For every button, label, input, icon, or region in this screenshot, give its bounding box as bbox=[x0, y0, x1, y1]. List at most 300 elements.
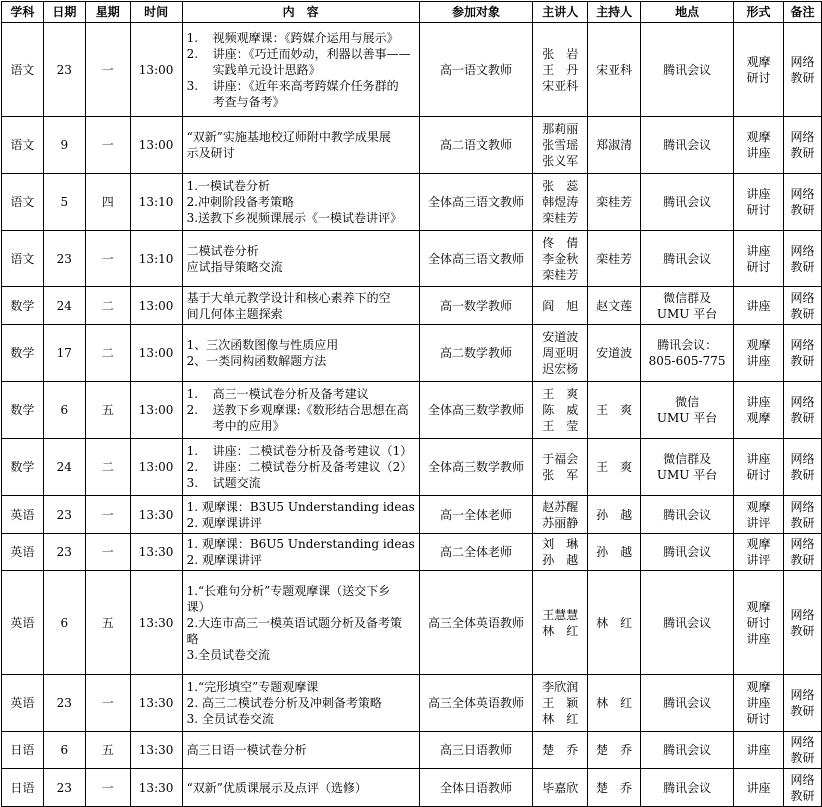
content-item-text: 视频观摩课：《跨媒介运用与展示》 bbox=[212, 30, 399, 45]
date-cell: 17 bbox=[43, 325, 85, 382]
content-item-text: 试题交流 bbox=[212, 476, 261, 490]
subject-cell: 英语 bbox=[2, 496, 44, 534]
speaker-cell-line: 王 爽 bbox=[542, 387, 579, 401]
note-cell-line: 教研 bbox=[790, 788, 815, 803]
content-line bbox=[187, 418, 415, 434]
speaker-cell-line: 王慧慧 bbox=[542, 607, 579, 622]
header-time: 时间 bbox=[130, 2, 182, 23]
form-cell-line: 讲座 bbox=[746, 243, 771, 258]
content-item-number: 1. bbox=[186, 30, 199, 45]
content-line bbox=[187, 178, 415, 194]
content-line bbox=[187, 780, 415, 796]
note-cell bbox=[783, 534, 821, 571]
content-item-text: 1.“长难句分析”专题观摩课（送交下乡 bbox=[186, 583, 391, 598]
subject-cell: 日语 bbox=[2, 769, 44, 807]
content-item-text: 高三一模试卷分析及备考建议 bbox=[212, 387, 369, 401]
note-cell bbox=[783, 325, 821, 382]
speaker-cell bbox=[533, 231, 588, 287]
place-cell bbox=[641, 23, 734, 117]
speaker-cell-line: 王 丹 bbox=[542, 62, 579, 77]
place-cell-line: 腾讯会议 bbox=[663, 251, 712, 266]
audience-cell: 高二全体老师 bbox=[419, 534, 533, 571]
content-item-text: 3. 全员试卷交流 bbox=[186, 712, 274, 726]
note-cell-line: 网络 bbox=[790, 499, 815, 514]
note-cell-line: 网络 bbox=[790, 772, 815, 787]
form-cell-line: 讲座 bbox=[746, 354, 771, 368]
speaker-cell bbox=[533, 23, 588, 117]
note-cell-line: 网络 bbox=[790, 735, 815, 749]
note-cell-line: 教研 bbox=[790, 704, 815, 718]
content-item-text: 高三日语一模试卷分析 bbox=[186, 743, 307, 757]
header-host: 主持人 bbox=[588, 2, 641, 23]
content-item-text: 2. 观摩课讲评 bbox=[186, 553, 262, 567]
audience-cell: 高二语文教师 bbox=[419, 117, 533, 174]
content-item-text: 略 bbox=[186, 631, 199, 646]
date-cell: 23 bbox=[43, 769, 85, 807]
weekday-cell: 一 bbox=[85, 769, 130, 807]
form-cell-line: 观摩 bbox=[746, 680, 771, 694]
content-item-text: 1. 观摩课：B3U5 Understanding ideas bbox=[186, 499, 415, 514]
form-cell-line: 研讨 bbox=[746, 615, 771, 630]
speaker-cell-line: 那莉丽 bbox=[542, 122, 579, 136]
place-cell-line: 腾讯会议 bbox=[663, 545, 712, 559]
subject-cell: 语文 bbox=[2, 231, 44, 287]
content-item-number: 2. bbox=[186, 403, 199, 417]
content-line bbox=[187, 515, 415, 531]
note-cell-line: 网络 bbox=[790, 452, 815, 466]
speaker-cell-line: 赵苏醒 bbox=[542, 499, 579, 514]
audience-cell: 高一数学教师 bbox=[419, 287, 533, 325]
content-item-text: 基于大单元教学设计和核心素养下的空 bbox=[186, 290, 391, 305]
place-cell bbox=[641, 231, 734, 287]
note-cell bbox=[783, 732, 821, 769]
place-cell-line: 腾讯会议 bbox=[663, 195, 712, 209]
note-cell bbox=[783, 117, 821, 174]
form-cell bbox=[734, 174, 784, 231]
form-cell bbox=[734, 439, 784, 496]
speaker-cell-line: 孙 越 bbox=[542, 553, 579, 567]
header-form: 形式 bbox=[734, 2, 784, 23]
content-cell bbox=[182, 23, 419, 117]
speaker-cell-line: 栾桂芳 bbox=[542, 211, 579, 225]
content-line bbox=[187, 536, 415, 552]
subject-cell: 数学 bbox=[2, 439, 44, 496]
content-cell bbox=[182, 231, 419, 287]
note-cell-line: 教研 bbox=[790, 70, 815, 85]
content-line bbox=[187, 475, 415, 491]
place-cell-line: UMU 平台 bbox=[656, 411, 718, 425]
audience-cell: 高三日语教师 bbox=[419, 732, 533, 769]
audience-cell: 高一语文教师 bbox=[419, 23, 533, 117]
note-cell-line: 教研 bbox=[790, 553, 815, 567]
content-line bbox=[187, 742, 415, 758]
date-cell: 23 bbox=[43, 23, 85, 117]
content-line bbox=[187, 695, 415, 711]
content-line bbox=[187, 337, 415, 353]
content-item-text: 讲座：《近年来高考跨媒介任务群的 bbox=[212, 78, 399, 93]
place-cell bbox=[641, 534, 734, 571]
place-cell-line: 腾讯会议 bbox=[663, 507, 712, 522]
content-line bbox=[187, 129, 415, 145]
place-cell-line: 腾讯会议 bbox=[663, 615, 712, 630]
content-item-text: 3.全员试卷交流 bbox=[186, 647, 271, 662]
note-cell-line: 网络 bbox=[790, 537, 815, 551]
time-cell: 13:00 bbox=[130, 439, 182, 496]
weekday-cell: 一 bbox=[85, 231, 130, 287]
time-cell: 13:00 bbox=[130, 117, 182, 174]
content-item-text: 二模试卷分析 bbox=[186, 243, 259, 258]
speaker-cell bbox=[533, 732, 588, 769]
content-cell bbox=[182, 571, 419, 675]
form-cell bbox=[734, 231, 784, 287]
date-cell: 23 bbox=[43, 231, 85, 287]
time-cell: 13:00 bbox=[130, 287, 182, 325]
weekday-cell: 二 bbox=[85, 287, 130, 325]
date-cell: 24 bbox=[43, 287, 85, 325]
speaker-cell-line: 王 莹 bbox=[542, 419, 579, 433]
note-cell-line: 教研 bbox=[790, 146, 815, 160]
form-cell-line: 研讨 bbox=[746, 712, 771, 726]
content-item-number: 1. bbox=[186, 387, 199, 401]
subject-cell: 语文 bbox=[2, 174, 44, 231]
time-cell: 13:00 bbox=[130, 23, 182, 117]
speaker-cell-line: 王 颖 bbox=[542, 696, 579, 710]
content-item-number: 3. bbox=[186, 476, 199, 490]
audience-cell: 高一全体老师 bbox=[419, 496, 533, 534]
note-cell-line: 网络 bbox=[790, 607, 815, 622]
speaker-cell bbox=[533, 174, 588, 231]
host-cell: 郑淑清 bbox=[588, 117, 641, 174]
place-cell bbox=[641, 496, 734, 534]
place-cell-line: 微信群及 bbox=[663, 452, 712, 466]
note-cell bbox=[783, 23, 821, 117]
form-cell bbox=[734, 23, 784, 117]
host-cell: 栾桂芳 bbox=[588, 174, 641, 231]
speaker-cell bbox=[533, 117, 588, 174]
audience-cell: 高三全体英语教师 bbox=[419, 675, 533, 732]
place-cell-line: 微信 bbox=[675, 395, 700, 409]
note-cell-line: 教研 bbox=[790, 515, 815, 530]
content-line bbox=[187, 711, 415, 727]
weekday-cell: 一 bbox=[85, 496, 130, 534]
content-line bbox=[187, 78, 415, 94]
form-cell-line: 讲评 bbox=[746, 553, 771, 567]
content-item-text: 2.冲刺阶段备考策略 bbox=[186, 195, 295, 209]
speaker-cell-line: 苏丽静 bbox=[542, 515, 579, 530]
header-date: 日期 bbox=[43, 2, 85, 23]
host-cell: 安道波 bbox=[588, 325, 641, 382]
note-cell bbox=[783, 675, 821, 732]
form-cell bbox=[734, 769, 784, 807]
content-line bbox=[187, 552, 415, 568]
time-cell: 13:00 bbox=[130, 382, 182, 439]
form-cell-line: 观摩 bbox=[746, 338, 771, 352]
host-cell: 孙 越 bbox=[588, 534, 641, 571]
content-line bbox=[187, 353, 415, 369]
audience-cell: 高二数学教师 bbox=[419, 325, 533, 382]
content-cell bbox=[182, 382, 419, 439]
time-cell: 13:10 bbox=[130, 174, 182, 231]
speaker-cell bbox=[533, 571, 588, 675]
content-item-number: 3. bbox=[186, 78, 199, 93]
place-cell-line: 腾讯会议： bbox=[657, 338, 718, 352]
table-row bbox=[2, 732, 822, 769]
speaker-cell bbox=[533, 382, 588, 439]
host-cell: 林 红 bbox=[588, 675, 641, 732]
header-subject: 学科 bbox=[2, 2, 44, 23]
speaker-cell-line: 栾桂芳 bbox=[542, 267, 579, 282]
content-item-text: 2. 观摩课讲评 bbox=[186, 515, 262, 530]
form-cell bbox=[734, 325, 784, 382]
speaker-cell-line: 张 蕊 bbox=[542, 179, 579, 193]
weekday-cell: 一 bbox=[85, 117, 130, 174]
content-cell bbox=[182, 496, 419, 534]
subject-cell: 英语 bbox=[2, 571, 44, 675]
subject-cell: 日语 bbox=[2, 732, 44, 769]
content-item-text: 讲座：《巧迁而妙动，利器以善事—— bbox=[212, 46, 411, 61]
content-item-text: 送教下乡观摩课:《数形结合思想在高 bbox=[212, 403, 409, 417]
date-cell: 23 bbox=[43, 496, 85, 534]
speaker-cell-line: 李欣润 bbox=[542, 680, 579, 694]
speaker-cell-line: 林 红 bbox=[542, 712, 579, 726]
speaker-cell-line: 迟宏杨 bbox=[542, 362, 579, 376]
content-item-text: 2. 高三二模试卷分析及冲刺备考策略 bbox=[186, 696, 382, 710]
content-line bbox=[187, 599, 415, 615]
content-line bbox=[187, 631, 415, 647]
subject-cell: 英语 bbox=[2, 534, 44, 571]
speaker-cell-line: 周亚明 bbox=[542, 346, 579, 360]
note-cell bbox=[783, 439, 821, 496]
header-audience: 参加对象 bbox=[419, 2, 533, 23]
form-cell-line: 观摩 bbox=[746, 537, 771, 551]
time-cell: 13:30 bbox=[130, 675, 182, 732]
form-cell-line: 观摩 bbox=[746, 499, 771, 514]
content-item-text: 2、一类同构函数解题方法 bbox=[186, 354, 327, 368]
place-cell-line: 腾讯会议 bbox=[663, 138, 712, 152]
form-cell-line: 讲座 bbox=[746, 743, 771, 757]
table-row bbox=[2, 117, 822, 174]
host-cell: 王 爽 bbox=[588, 439, 641, 496]
audience-cell: 全体日语教师 bbox=[419, 769, 533, 807]
content-item-text: 1、三次函数图像与性质应用 bbox=[186, 338, 339, 352]
speaker-cell-line: 安道波 bbox=[542, 330, 579, 344]
form-cell-line: 讲座 bbox=[746, 696, 771, 710]
subject-cell: 语文 bbox=[2, 23, 44, 117]
note-cell-line: 网络 bbox=[790, 54, 815, 69]
form-cell-line: 讲评 bbox=[746, 515, 771, 530]
table-row bbox=[2, 382, 822, 439]
speaker-cell-line: 张 岩 bbox=[542, 46, 579, 61]
content-item-text: 考中的应用》 bbox=[212, 419, 285, 433]
place-cell-line: UMU 平台 bbox=[656, 306, 718, 321]
content-cell bbox=[182, 439, 419, 496]
note-cell-line: 网络 bbox=[790, 243, 815, 258]
speaker-cell bbox=[533, 325, 588, 382]
note-cell-line: 教研 bbox=[790, 259, 815, 274]
content-line bbox=[187, 46, 415, 62]
time-cell: 13:10 bbox=[130, 231, 182, 287]
table-row bbox=[2, 325, 822, 382]
header-note: 备注 bbox=[783, 2, 821, 23]
place-cell bbox=[641, 325, 734, 382]
time-cell: 13:30 bbox=[130, 496, 182, 534]
host-cell: 林 红 bbox=[588, 571, 641, 675]
speaker-cell-line: 毕嘉欣 bbox=[542, 780, 579, 795]
place-cell-line: 微信群及 bbox=[663, 290, 712, 305]
subject-cell: 英语 bbox=[2, 675, 44, 732]
weekday-cell: 五 bbox=[85, 732, 130, 769]
place-cell bbox=[641, 769, 734, 807]
time-cell: 13:00 bbox=[130, 325, 182, 382]
host-cell: 楚 乔 bbox=[588, 769, 641, 807]
place-cell bbox=[641, 675, 734, 732]
date-cell: 23 bbox=[43, 534, 85, 571]
table-row bbox=[2, 769, 822, 807]
audience-cell: 全体高三数学教师 bbox=[419, 382, 533, 439]
host-cell: 楚 乔 bbox=[588, 732, 641, 769]
speaker-cell-line: 宋亚科 bbox=[542, 78, 579, 93]
form-cell bbox=[734, 571, 784, 675]
content-item-number: 1. bbox=[186, 444, 199, 458]
speaker-cell bbox=[533, 287, 588, 325]
form-cell-line: 研讨 bbox=[746, 203, 771, 217]
weekday-cell: 一 bbox=[85, 534, 130, 571]
content-item-number: 2. bbox=[186, 460, 199, 474]
place-cell bbox=[641, 382, 734, 439]
note-cell-line: 教研 bbox=[790, 751, 815, 765]
form-cell-line: 研讨 bbox=[746, 70, 771, 85]
content-line bbox=[187, 402, 415, 418]
note-cell-line: 网络 bbox=[790, 688, 815, 702]
form-cell bbox=[734, 732, 784, 769]
audience-cell: 全体高三语文教师 bbox=[419, 231, 533, 287]
note-cell bbox=[783, 174, 821, 231]
audience-cell: 全体高三语文教师 bbox=[419, 174, 533, 231]
date-cell: 6 bbox=[43, 382, 85, 439]
time-cell: 13:30 bbox=[130, 732, 182, 769]
date-cell: 6 bbox=[43, 571, 85, 675]
weekday-cell: 一 bbox=[85, 675, 130, 732]
place-cell bbox=[641, 732, 734, 769]
speaker-cell-line: 于福会 bbox=[542, 452, 579, 466]
content-item-text: 实践单元设计思路》 bbox=[212, 62, 321, 77]
speaker-cell-line: 韩煜涛 bbox=[542, 195, 579, 209]
form-cell-line: 讲座 bbox=[746, 395, 771, 409]
subject-cell: 数学 bbox=[2, 382, 44, 439]
form-cell-line: 观摩 bbox=[746, 130, 771, 144]
form-cell-line: 研讨 bbox=[746, 468, 771, 482]
place-cell bbox=[641, 439, 734, 496]
content-cell bbox=[182, 174, 419, 231]
form-cell-line: 讲座 bbox=[746, 146, 771, 160]
place-cell bbox=[641, 174, 734, 231]
content-cell bbox=[182, 534, 419, 571]
content-item-text: 示及研讨 bbox=[186, 146, 235, 160]
form-cell bbox=[734, 496, 784, 534]
note-cell bbox=[783, 382, 821, 439]
table-row bbox=[2, 439, 822, 496]
date-cell: 23 bbox=[43, 675, 85, 732]
content-item-text: 间几何体主题探索 bbox=[186, 306, 283, 321]
speaker-cell-line: 阎 旭 bbox=[542, 298, 579, 313]
speaker-cell-line: 张义军 bbox=[542, 154, 579, 168]
form-cell-line: 观摩 bbox=[746, 599, 771, 614]
content-cell bbox=[182, 732, 419, 769]
note-cell-line: 教研 bbox=[790, 354, 815, 368]
table-row bbox=[2, 496, 822, 534]
date-cell: 6 bbox=[43, 732, 85, 769]
form-cell-line: 讲座 bbox=[746, 452, 771, 466]
content-line bbox=[187, 94, 415, 110]
subject-cell: 数学 bbox=[2, 287, 44, 325]
content-line bbox=[187, 145, 415, 161]
place-cell-line: 腾讯会议 bbox=[663, 696, 712, 710]
host-cell: 王 爽 bbox=[588, 382, 641, 439]
speaker-cell bbox=[533, 439, 588, 496]
speaker-cell-line: 楚 乔 bbox=[542, 743, 579, 757]
note-cell-line: 网络 bbox=[790, 130, 815, 144]
weekday-cell: 五 bbox=[85, 571, 130, 675]
weekday-cell: 一 bbox=[85, 23, 130, 117]
schedule-body bbox=[2, 23, 822, 807]
date-cell: 9 bbox=[43, 117, 85, 174]
speaker-cell bbox=[533, 496, 588, 534]
host-cell: 宋亚科 bbox=[588, 23, 641, 117]
audience-cell: 高三全体英语教师 bbox=[419, 571, 533, 675]
content-item-text: 讲座：二模试卷分析及备考建议（1） bbox=[212, 444, 413, 458]
speaker-cell-line: 张 军 bbox=[542, 468, 579, 482]
subject-cell: 数学 bbox=[2, 325, 44, 382]
speaker-cell bbox=[533, 675, 588, 732]
content-line bbox=[187, 62, 415, 78]
form-cell bbox=[734, 287, 784, 325]
place-cell-line: UMU 平台 bbox=[656, 468, 718, 482]
time-cell: 13:30 bbox=[130, 534, 182, 571]
speaker-cell-line: 陈 威 bbox=[542, 403, 579, 417]
note-cell bbox=[783, 571, 821, 675]
content-line bbox=[187, 306, 415, 322]
host-cell: 栾桂芳 bbox=[588, 231, 641, 287]
content-item-text: 1. 观摩课：B6U5 Understanding ideas bbox=[186, 537, 415, 551]
content-line bbox=[187, 647, 415, 663]
note-cell-line: 网络 bbox=[790, 338, 815, 352]
date-cell: 24 bbox=[43, 439, 85, 496]
place-cell bbox=[641, 571, 734, 675]
form-cell-line: 观摩 bbox=[746, 54, 771, 69]
host-cell: 赵文莲 bbox=[588, 287, 641, 325]
speaker-cell-line: 佟 倩 bbox=[542, 235, 579, 250]
speaker-cell-line: 刘 琳 bbox=[542, 537, 579, 551]
content-line bbox=[187, 386, 415, 402]
content-line bbox=[187, 459, 415, 475]
content-line bbox=[187, 30, 415, 46]
content-line bbox=[187, 210, 415, 226]
form-cell-line: 研讨 bbox=[746, 259, 771, 274]
content-item-text: 考查与备考》 bbox=[212, 94, 285, 109]
table-row bbox=[2, 231, 822, 287]
content-item-text: “双新”优质课展示及点评（选修） bbox=[186, 780, 367, 795]
form-cell-line: 讲座 bbox=[746, 780, 771, 795]
time-cell: 13:30 bbox=[130, 571, 182, 675]
weekday-cell: 五 bbox=[85, 382, 130, 439]
form-cell bbox=[734, 534, 784, 571]
content-cell bbox=[182, 287, 419, 325]
weekday-cell: 四 bbox=[85, 174, 130, 231]
content-item-text: 讲座：二模试卷分析及备考建议（2） bbox=[212, 460, 413, 474]
place-cell bbox=[641, 287, 734, 325]
place-cell-line: 腾讯会议 bbox=[663, 743, 712, 757]
subject-cell: 语文 bbox=[2, 117, 44, 174]
